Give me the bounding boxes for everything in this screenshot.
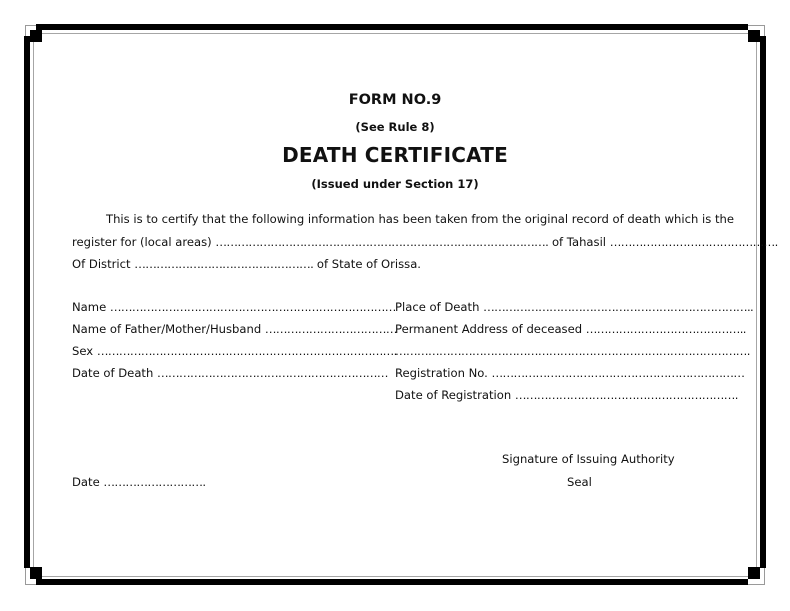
corner-step-bl-b (24, 562, 30, 568)
permanent-address-blank[interactable]: …………………………………….. (585, 322, 746, 336)
field-label: Date of Death (72, 366, 154, 380)
sex-blank[interactable]: ………………………………………………………………………. (96, 344, 397, 358)
issued-under: (Issued under Section 17) (311, 177, 479, 191)
registration-no-blank[interactable]: …………………………………………………………… (491, 366, 745, 380)
field-label: Name (72, 300, 107, 314)
certification-line-2 (72, 235, 778, 249)
date-of-registration-blank[interactable]: ……………………………………………………. (514, 388, 738, 402)
certification-text: This is to certify that the following information has been taken from the original record of death which is the (106, 212, 734, 226)
father-mother-husband-blank[interactable]: ……………………………… (264, 322, 397, 336)
field-label: Date of Registration (395, 388, 512, 402)
field-name (72, 300, 396, 314)
tahasil-label: of Tahasil (548, 235, 610, 249)
frame-bottom-band (42, 579, 742, 585)
field-date-of-registration (395, 388, 738, 402)
page-title: DEATH CERTIFICATE (282, 143, 508, 167)
field-date-of-death (72, 366, 388, 380)
corner-step-tr-b (760, 36, 766, 42)
corner-step-tl-a (36, 24, 42, 30)
corner-step-bl (30, 567, 42, 579)
corner-step-tl (30, 30, 42, 42)
tahasil-blank[interactable]: ………………………………………. (609, 235, 778, 249)
local-areas-blank[interactable]: ………………………………………………………………………………. (215, 235, 549, 249)
field-label: Name of Father/Mother/Husband (72, 322, 262, 336)
state-text: of State of Orissa. (313, 257, 421, 271)
district-blank[interactable]: …………………………………………. (134, 257, 314, 271)
field-label: Permanent Address of deceased (395, 322, 583, 336)
field-permanent-address (395, 322, 746, 336)
local-areas-label: register for (local areas) (72, 235, 212, 249)
date-blank[interactable]: ………………………. (103, 475, 206, 489)
certification-line-1 (72, 212, 734, 226)
field-sex (72, 344, 397, 358)
seal-label: Seal (567, 475, 592, 489)
field-label: Registration No. (395, 366, 488, 380)
field-label: Place of Death (395, 300, 480, 314)
form-number: FORM NO.9 (348, 92, 442, 108)
field-permanent-address-line-2 (395, 344, 750, 358)
corner-step-br-a (742, 579, 748, 585)
corner-step-bl-a (36, 579, 42, 585)
rule-reference: (See Rule 8) (355, 120, 435, 134)
corner-step-br (748, 567, 760, 579)
field-date (72, 475, 205, 489)
field-father-mother-husband (72, 322, 397, 336)
district-label: Of District (72, 257, 131, 271)
signature-of-issuing-authority: Signature of Issuing Authority (502, 452, 675, 466)
corner-step-tr-a (742, 24, 748, 30)
field-place-of-death (395, 300, 753, 314)
corner-step-tr (748, 30, 760, 42)
name-blank[interactable]: …………………………………………………………………… (109, 300, 396, 314)
date-of-death-blank[interactable]: ……………………………………………………… (157, 366, 388, 380)
certification-line-3 (72, 257, 421, 271)
permanent-address-blank-2[interactable]: ……………………………………………………………………………………. (395, 344, 750, 358)
place-of-death-blank[interactable]: ……………………………………………………………….. (483, 300, 754, 314)
corner-step-br-b (760, 562, 766, 568)
frame-top-band (42, 24, 742, 30)
field-registration-no (395, 366, 744, 380)
date-label: Date (72, 475, 100, 489)
field-label: Sex (72, 344, 94, 358)
corner-step-tl-b (24, 36, 30, 42)
